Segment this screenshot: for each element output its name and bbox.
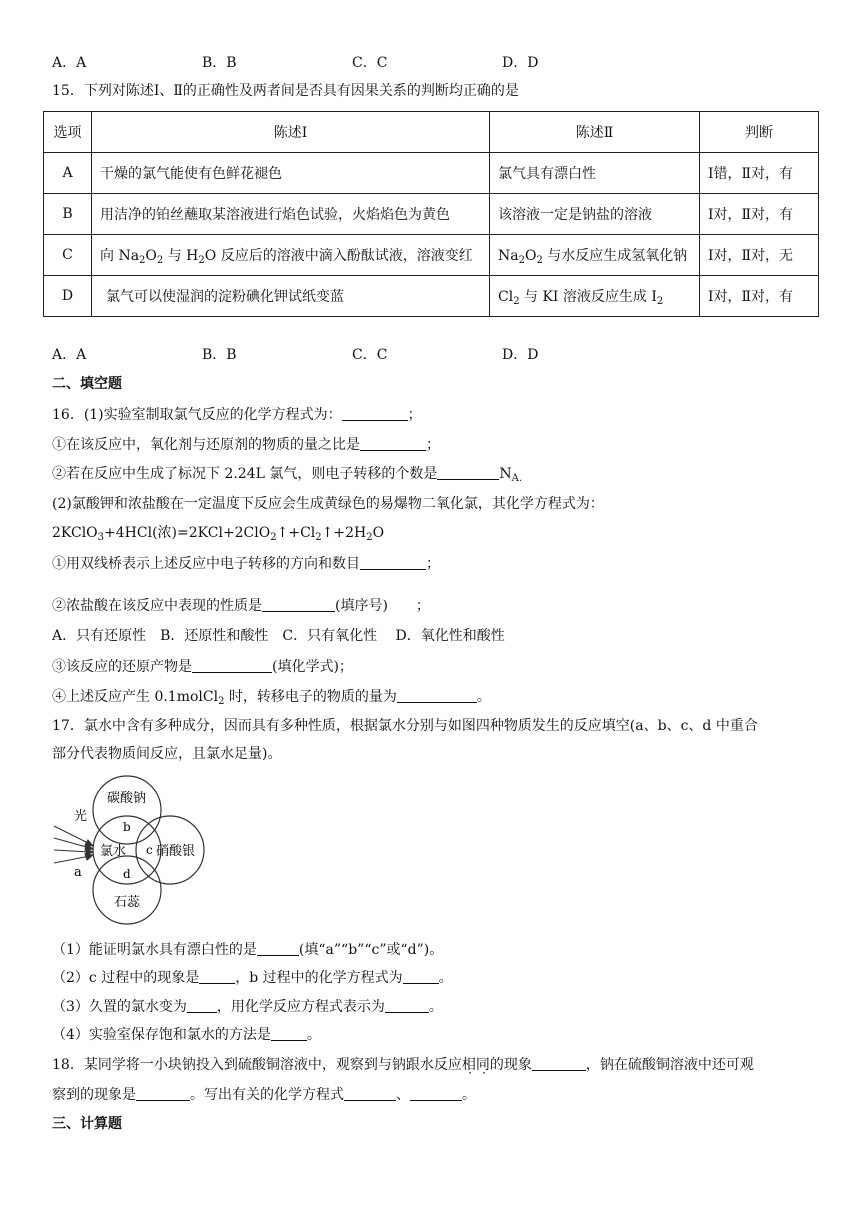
option-d: D．D — [502, 55, 539, 71]
q16-equation: 2KClO$_3$+4HCl(浓)$=2KCl+2ClO_2↑+Cl_2↑+2H_2O$ — [52, 525, 385, 543]
header-statement-2: 陈述Ⅱ — [490, 112, 700, 153]
q16-line-6: ①用双线桥表示上述反应中电子转移的方向和数目 ； — [52, 556, 440, 572]
header-statement-1: 陈述Ⅰ — [92, 112, 490, 153]
row-statement-1: 氯气可以使湿润的淀粉碘化钾试纸变蓝 — [92, 276, 490, 317]
label-a: a — [74, 865, 82, 880]
row-option: D — [44, 276, 92, 317]
option-b: B．B — [202, 55, 237, 71]
row-judgement: Ⅰ对，Ⅱ对，有 — [700, 276, 819, 317]
q17-part-1: （1）能证明氯水具有漂白性的是 (填“a”“b”“c”或“d”)。 — [52, 942, 444, 958]
table-row — [44, 235, 819, 276]
row-judgement: Ⅰ对，Ⅱ对，有 — [700, 194, 819, 235]
q17-part-3: （3）久置的氯水变为 ，用化学反应方程式表示为 。 — [52, 999, 443, 1015]
q15-table — [43, 111, 819, 317]
q16-line-10: ④上述反应产生 0.1molCl$_2$ 时，转移电子的物质的量为 。 — [52, 689, 491, 707]
q18-line-1: 18．某同学将一小块钠投入到硫酸铜溶液中，观察到与钠跟水反应相同的现象 ，钠在硫酸铜溶液中还可观 — [52, 1057, 754, 1073]
label-litmus: 石蕊 — [114, 895, 141, 910]
option-a: A．A — [52, 55, 87, 71]
q17-line-2: 部分代表物质间反应，且氯水足量)。 — [52, 746, 282, 762]
row-option: B — [44, 194, 92, 235]
section-heading-calculation: 三、计算题 — [52, 1116, 122, 1132]
q18-line-2: 察到的现象是 。写出有关的化学方程式 、 。 — [52, 1087, 476, 1103]
label-c: c — [146, 843, 153, 857]
row-statement-2: 该溶液一定是钠盐的溶液 — [490, 194, 700, 235]
row-statement-2: 氯气具有漂白性 — [490, 153, 700, 194]
row-statement-1: 向 $Na_2O_2$ 与 $H_2O$ 反应后的溶液中滴入酚酞试液，溶液变红 — [92, 235, 490, 276]
row-judgement: Ⅰ对，Ⅱ对，无 — [700, 235, 819, 276]
row-statement-1: 干燥的氯气能使有色鲜花褪色 — [92, 153, 490, 194]
chlorine-water-venn-diagram — [52, 768, 212, 932]
row-option: C — [44, 235, 92, 276]
row-judgement: Ⅰ错，Ⅱ对，有 — [700, 153, 819, 194]
table-header-row — [44, 112, 819, 153]
option-d: D．D — [502, 347, 539, 363]
light-label: 光 — [74, 809, 88, 824]
q16-line-1: 16．(1)实验室制取氯气反应的化学方程式为： ； — [52, 407, 422, 423]
row-statement-1: 用洁净的铂丝蘸取某溶液进行焰色试验，火焰焰色为黄色 — [92, 194, 490, 235]
option-a: A．A — [52, 347, 87, 363]
label-sodium-carbonate: 碳酸钠 — [107, 791, 147, 806]
q16-line-7: ②浓盐酸在该反应中表现的性质是 (填序号) ； — [52, 598, 430, 614]
q17-line-1: 17．氯水中含有多种成分，因而具有多种性质，根据氯水分别与如图四种物质发生的反应填空(a、b、c、d 中重合 — [52, 718, 758, 734]
header-judgement: 判断 — [700, 112, 819, 153]
label-chlorine-water: 氯水 — [100, 844, 127, 859]
q17-part-2: （2）c 过程中的现象是 ，b 过程中的化学方程式为 。 — [52, 970, 453, 986]
label-silver-nitrate: 硝酸银 — [156, 844, 196, 859]
label-d: d — [123, 867, 131, 881]
q15-stem: 15．下列对陈述Ⅰ、Ⅱ的正确性及两者间是否具有因果关系的判断均正确的是 — [52, 83, 519, 99]
q16-line-4: (2)氯酸钾和浓盐酸在一定温度下反应会生成黄绿色的易爆物二氧化氯，其化学方程式为： — [52, 496, 604, 512]
header-option: 选项 — [44, 112, 92, 153]
row-statement-2: $Cl_2$ 与 KI 溶液反应生成 $I_2$ — [490, 276, 700, 317]
table-row — [44, 276, 819, 317]
option-b: B．B — [202, 347, 237, 363]
q15-options — [52, 345, 538, 365]
q16-line-2: ①在该反应中，氧化剂与还原剂的物质的量之比是 ； — [52, 437, 440, 453]
q16-choices: A．只有还原性 B．还原性和酸性 C．只有氧化性 D．氧化性和酸性 — [52, 628, 505, 644]
row-statement-2: $Na_2O_2$ 与水反应生成氢氧化钠 — [490, 235, 700, 276]
q17-part-4: （4）实验室保存饱和氯水的方法是 。 — [52, 1027, 321, 1043]
option-c: C．C — [352, 55, 388, 71]
label-b: b — [123, 820, 131, 834]
section-heading-fill-in: 二、填空题 — [52, 376, 122, 392]
q16-line-3: ②若在反应中生成了标况下 2.24L 氯气，则电子转移的个数是 $N_{A.}$ — [52, 466, 523, 484]
q16-line-9: ③该反应的还原产物是 (填化学式)； — [52, 659, 353, 675]
table-row — [44, 194, 819, 235]
q14-options — [52, 53, 538, 73]
table-row — [44, 153, 819, 194]
row-option: A — [44, 153, 92, 194]
option-c: C．C — [352, 347, 388, 363]
